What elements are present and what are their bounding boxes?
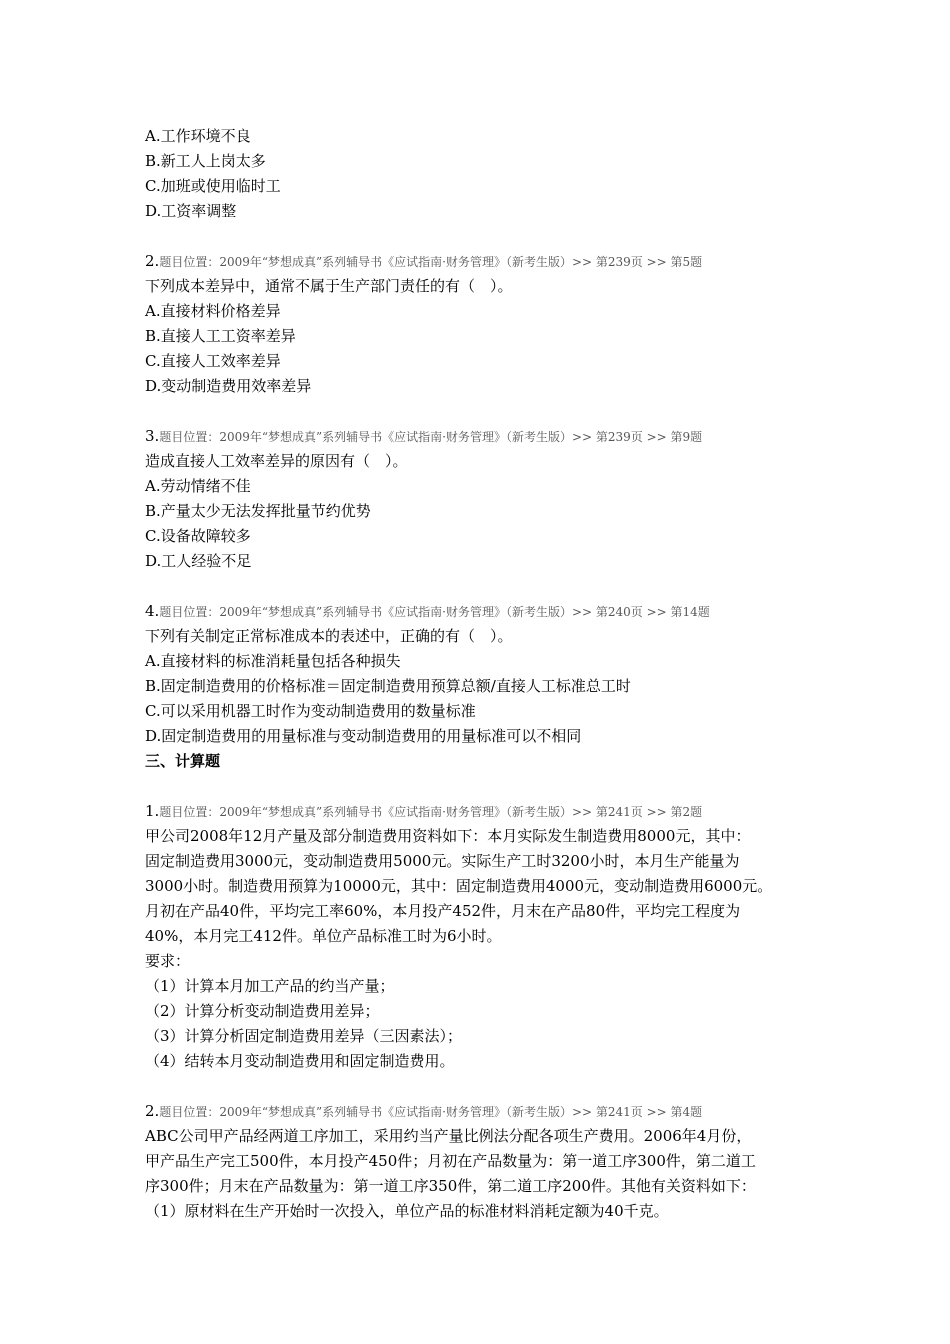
question-stem: 造成直接人工效率差异的原因有（ ）。: [145, 452, 408, 470]
document-page: [145, 124, 810, 1224]
requirement-label: 要求：: [145, 952, 191, 970]
question-3: [145, 424, 810, 574]
question-location: 题目位置：2009年“梦想成真”系列辅导书《应试指南·财务管理》（新考生版）>> 第239页 >> 第9题: [159, 430, 703, 444]
body-line: 固定制造费用3000元，变动制造费用5000元。实际生产工时3200小时，本月生产能量为: [145, 852, 740, 870]
question-number: 1.: [145, 802, 160, 820]
option-d: D.固定制造费用的用量标准与变动制造费用的用量标准可以不相同: [145, 727, 582, 745]
question-2: [145, 249, 810, 399]
body-line: ABC公司甲产品经两道工序加工，采用约当产量比例法分配各项生产费用。2006年4月份，: [145, 1127, 752, 1145]
question-prev-options: [145, 124, 810, 224]
question-source: [145, 424, 810, 449]
question-source: [145, 1099, 810, 1124]
question-number: 3.: [145, 427, 160, 445]
body-line: （1）原材料在生产开始时一次投入，单位产品的标准材料消耗定额为40千克。: [145, 1202, 669, 1220]
question-4: [145, 599, 810, 749]
question-number: 2.: [145, 252, 160, 270]
spacer: [145, 574, 810, 599]
option-b: B.产量太少无法发挥批量节约优势: [145, 502, 371, 520]
option-b: B.固定制造费用的价格标准＝固定制造费用预算总额/直接人工标准总工时: [145, 677, 631, 695]
option-a: A.直接材料的标准消耗量包括各种损失: [145, 652, 401, 670]
body-line: 甲产品生产完工500件，本月投产450件；月初在产品数量为：第一道工序300件，第二道工: [145, 1152, 756, 1170]
option-c: C.加班或使用临时工: [145, 177, 281, 195]
option-a: A.直接材料价格差异: [145, 302, 281, 320]
body-line: 序300件；月末在产品数量为：第一道工序350件，第二道工序200件。其他有关资料如下：: [145, 1177, 756, 1195]
question-source: [145, 599, 810, 624]
requirement-item: （3）计算分析固定制造费用差异（三因素法）；: [145, 1027, 463, 1045]
calc-question-1: [145, 799, 810, 1074]
spacer: [145, 224, 810, 249]
body-line: 3000小时。制造费用预算为10000元，其中：固定制造费用4000元，变动制造费用6000元。: [145, 877, 773, 895]
option-a: A.劳动情绪不佳: [145, 477, 251, 495]
body-line: 40%，本月完工412件。单位产品标准工时为6小时。: [145, 927, 502, 945]
option-b: B.新工人上岗太多: [145, 152, 266, 170]
spacer: [145, 399, 810, 424]
calc-question-2: [145, 1099, 810, 1224]
option-d: D.变动制造费用效率差异: [145, 377, 312, 395]
option-b: B.直接人工工资率差异: [145, 327, 296, 345]
spacer: [145, 1074, 810, 1099]
body-line: 月初在产品40件，平均完工率60%，本月投产452件，月末在产品80件，平均完工程度为: [145, 902, 741, 920]
question-location: 题目位置：2009年“梦想成真”系列辅导书《应试指南·财务管理》（新考生版）>> 第240页 >> 第14题: [159, 605, 710, 619]
question-stem: 下列有关制定正常标准成本的表述中，正确的有（ ）。: [145, 627, 513, 645]
option-c: C.可以采用机器工时作为变动制造费用的数量标准: [145, 702, 476, 720]
section-heading: 三、计算题: [145, 752, 221, 770]
question-source: [145, 249, 810, 274]
option-d: D.工资率调整: [145, 202, 237, 220]
requirement-item: （1）计算本月加工产品的约当产量；: [145, 977, 395, 995]
spacer: [145, 774, 810, 799]
body-line: 甲公司2008年12月产量及部分制造费用资料如下：本月实际发生制造费用8000元，其中：: [145, 827, 751, 845]
question-source: [145, 799, 810, 824]
question-location: 题目位置：2009年“梦想成真”系列辅导书《应试指南·财务管理》（新考生版）>> 第241页 >> 第4题: [159, 1105, 703, 1119]
question-number: 2.: [145, 1102, 160, 1120]
question-location: 题目位置：2009年“梦想成真”系列辅导书《应试指南·财务管理》（新考生版）>> 第241页 >> 第2题: [159, 805, 703, 819]
option-d: D.工人经验不足: [145, 552, 252, 570]
question-stem: 下列成本差异中，通常不属于生产部门责任的有（ ）。: [145, 277, 513, 295]
option-c: C.直接人工效率差异: [145, 352, 281, 370]
question-number: 4.: [145, 602, 160, 620]
option-c: C.设备故障较多: [145, 527, 251, 545]
question-location: 题目位置：2009年“梦想成真”系列辅导书《应试指南·财务管理》（新考生版）>> 第239页 >> 第5题: [159, 255, 703, 269]
requirement-item: （2）计算分析变动制造费用差异；: [145, 1002, 380, 1020]
requirement-item: （4）结转本月变动制造费用和固定制造费用。: [145, 1052, 455, 1070]
option-a: A.工作环境不良: [145, 127, 251, 145]
